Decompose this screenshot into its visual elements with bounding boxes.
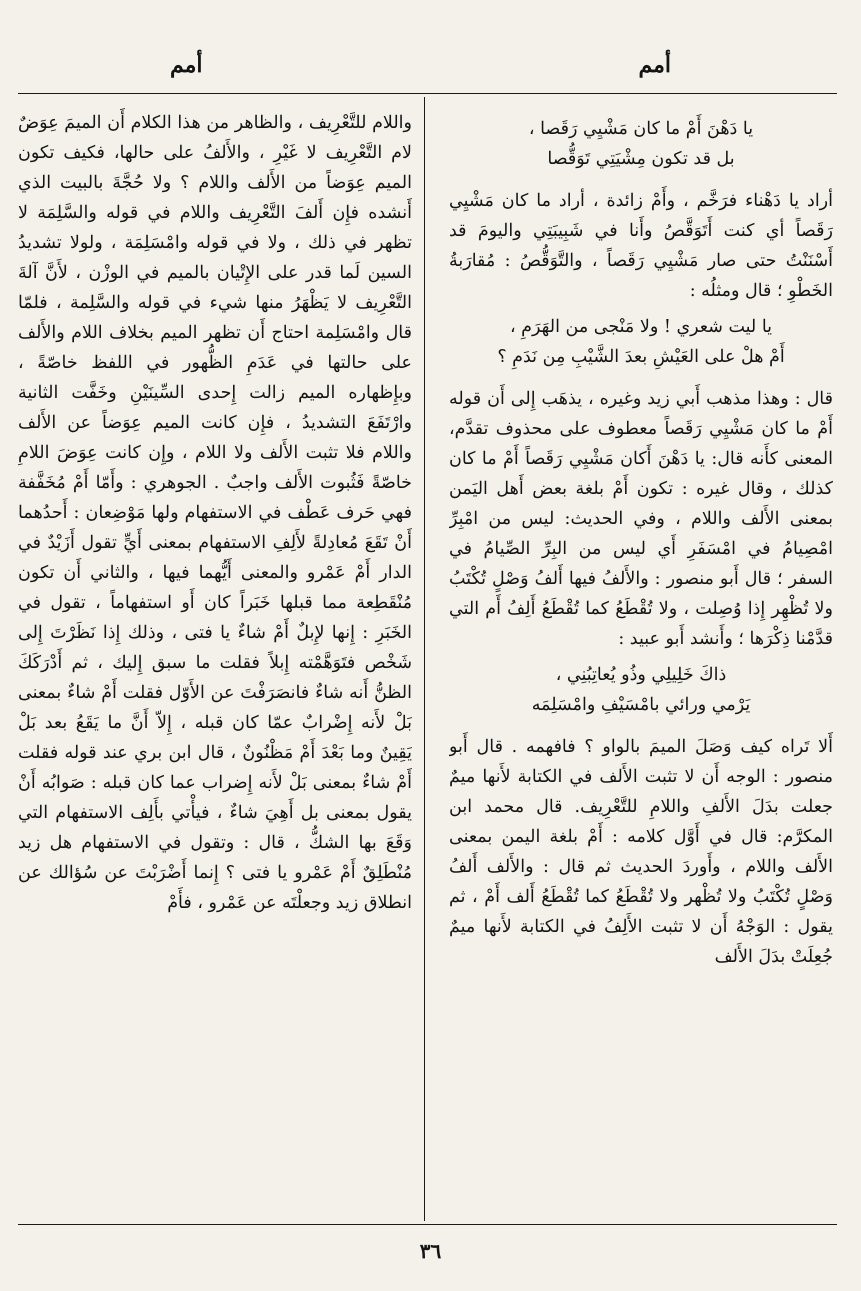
- paragraph: أَلا تَراه كيف وَصَلَ الميمَ بالواو ؟ فافهمه . قال أَبو منصور : الوجه أَن لا تثبت الأَلف في الكتابة لأَنها ميمٌ جعلت بدَلَ الأَلفِ واللامِ للتَّعْرِيف. قال محمد ابن المكرَّم: قال في أَوَّل كلامه : أَمْ بلغة اليمن بمعنى الأَلف واللام ، وأَوردَ الحديث ثم قال : والأَلف أَلفُ وَصْلٍ تُكْتَبُ ولا تُظْهر ولا تُقْطَعُ كما تُقْطَعُ أَلف أَمْ ، ثم يقول : الوَجْهُ أَن لا تثبت الأَلِفُ في الكتابة لأَنها ميمٌ جُعِلَتْ بدَلَ الأَلف: [449, 737, 833, 967]
- verse-line: يا دَهْنَ أَمْ ما كان مَشْيِي رَقَصا ،: [528, 119, 754, 139]
- verse-1: [449, 114, 833, 174]
- verse-line: بل قد تكون مِشْيَتِي تَوَقُّصا: [547, 149, 735, 169]
- verse-2: [449, 312, 833, 372]
- page-number: ٣٦: [419, 1239, 442, 1263]
- verse-3: [449, 660, 833, 720]
- page-header: [0, 48, 861, 98]
- verse-line: يَرْمي ورائي بامْسَيْفِ وامْسَلِمَه: [531, 695, 751, 715]
- paragraph: أراد يا دَهْناء فرَخَّم ، وأَمْ زائدة ، أراد ما كان مَشْيِي رَقَصاً أي كنت أَتَوَقَّصُ وأَنا في شَبِيبَتِي واليومَ قد أَسْنَنْتُ حتى صار مَشْيِي رَقَصاً ، والتَّوَقُّصُ : مُقارَبةُ الخَطْوِ ؛ قال ومثلُه :: [449, 191, 833, 301]
- verse-line: ذاكَ خَلِيلِي وذُو يُعاتِبُنِي ،: [555, 665, 727, 685]
- headword-right: أمم: [638, 52, 671, 78]
- verse-line: يا ليت شعري ! ولا مَنْجى من الهَرَمِ ،: [509, 317, 773, 337]
- right-column: [449, 108, 833, 1215]
- paragraph: واللام للتَّعْرِيف ، والظاهر من هذا الكلام أَن الميمَ عِوَضٌ لام التَّعْرِيف لا غَيْرِ ، والأَلفُ على حالها، فكيف تكون الميم عِوَضاً من الأَلف واللام ؟ ولا حُجَّةَ بالبيت الذي أَنشده فإِن أَلفَ التَّعْرِيف واللام في قوله والسَّلِمَة لا تظهر في ذلك ، ولا في قوله وامْسَلِمَة ، ولولا تشديدُ السين لَما قدر على الإِتْيان بالميم في الوزْن ، لأَنَّ آلةَ التَّعْرِيف لا يَظْهَرُ منها شيء في قوله والسَّلِمة ، فلمّا قال وامْسَلِمة احتاج أَن تظهر الميم بخلاف اللام والأَلف على حالتها في عَدَمِ الظُّهور في اللفظ خاصّةً ، وبإِظهاره الميم زالت إِحدى السِّينَيْنِ وخَفَّت الثانية وارْتَفَعَ التشديدُ ، فإِن كانت الميم عِوَضاً عن الأَلف واللام فلا تثبت الأَلف ولا اللام ، وإِن كانت عِوَضَ اللامِ خاصّةً فَثُبوت الأَلف واجبٌ . الجوهري : وأَمّا أَمْ مُخَفَّفة فهي حَرف عَطْف في الاستفهام ولها مَوْضِعان : أَحدُهما أَنْ تَقَعَ مُعادِلةً لأَلِفِ الاستفهام بمعنى أَيٍّ تقول أَزَيْدٌ في الدار أَمْ عَمْرو والمعنى أَيُّهما فيها ، والثاني أَن تكون مُنْقَطِعة مما قبلها خَبَراً كان أَو استفهاماً ، تقول في الخَبَرِ : إِنها لإِبلٌ أَمْ شاءٌ يا فتى ، وذلك إِذا نَظَرْتَ إِلى شَخْص فتَوَهَّمْته إِبلاً فقلت ما سبق إِليك ، ثم أَدْرَكَكَ الظنُّ أَنه شاءٌ فانصَرَفْتَ عن الأَوّل فقلت أَمْ شاءٌ بمعنى بَلْ لأَنه إِضْرابٌ عمّا كان قبله ، إِلاّ أَنَّ ما يَقَعُ بعد بَلْ يَقِينٌ وما بَعْدَ أَمْ مَظْنُونٌ ، قال ابن بري عند قوله فقلت أَمْ شاءٌ بمعنى بَلْ لأَنه إِضراب عما كان قبله : صَوابُه أَنْ يقول بمعنى بل أَهِيَ شاءٌ ، فيأْتي بأَلِف الاستفهام التي وَقَعَ بها الشكُّ ، قال : وتقول في الاستفهام هل زيد مُنْطَلِقٌ أَمْ عَمْرو يا فتى ؟ إِنما أَضْرَبْتَ عن سُؤالك عن انطلاق زيد وجعلْتَه عن عَمْرو ، فأَمْ: [18, 113, 412, 913]
- column-divider: [424, 97, 425, 1221]
- bottom-rule: [18, 1224, 837, 1225]
- paragraph: قال : وهذا مذهب أَبي زيد وغيره ، يذهَب إِلى أَن قوله أَمْ ما كان مَشْيِي رَقَصاً معطوف على محذوف تقدَّم، المعنى كأَنه قال: يا دَهْنَ أَكان مَشْيِي رَقَصاً أَمْ ما كان كذلك ، وقال غيره : تكون أَمْ بلغة بعض أَهل اليَمن بمعنى الأَلف واللام ، وفي الحديث: ليس من امْبِرِّ امْصِيامُ في امْسَفَرِ أَي ليس من البِرِّ الصِّيامُ في السفر ؛ قال أَبو منصور : والأَلفُ فيها أَلفُ وَصْلٍ تُكْتَبُ ولا تُظْهِر إِذا وُصِلت ، ولا تُقْطَعُ كما تُقْطَعُ أَلِفُ أَم التي قدَّمْنا ذِكْرَها ؛ وأَنشد أَبو عبيد :: [449, 389, 833, 649]
- left-column: [18, 108, 412, 1215]
- headword-left: أمم: [170, 52, 203, 78]
- verse-line: أَمْ هلْ على العَيْشِ بعدَ الشَّيْبِ مِن نَدَمِ ؟: [497, 347, 785, 367]
- top-rule: [18, 93, 837, 94]
